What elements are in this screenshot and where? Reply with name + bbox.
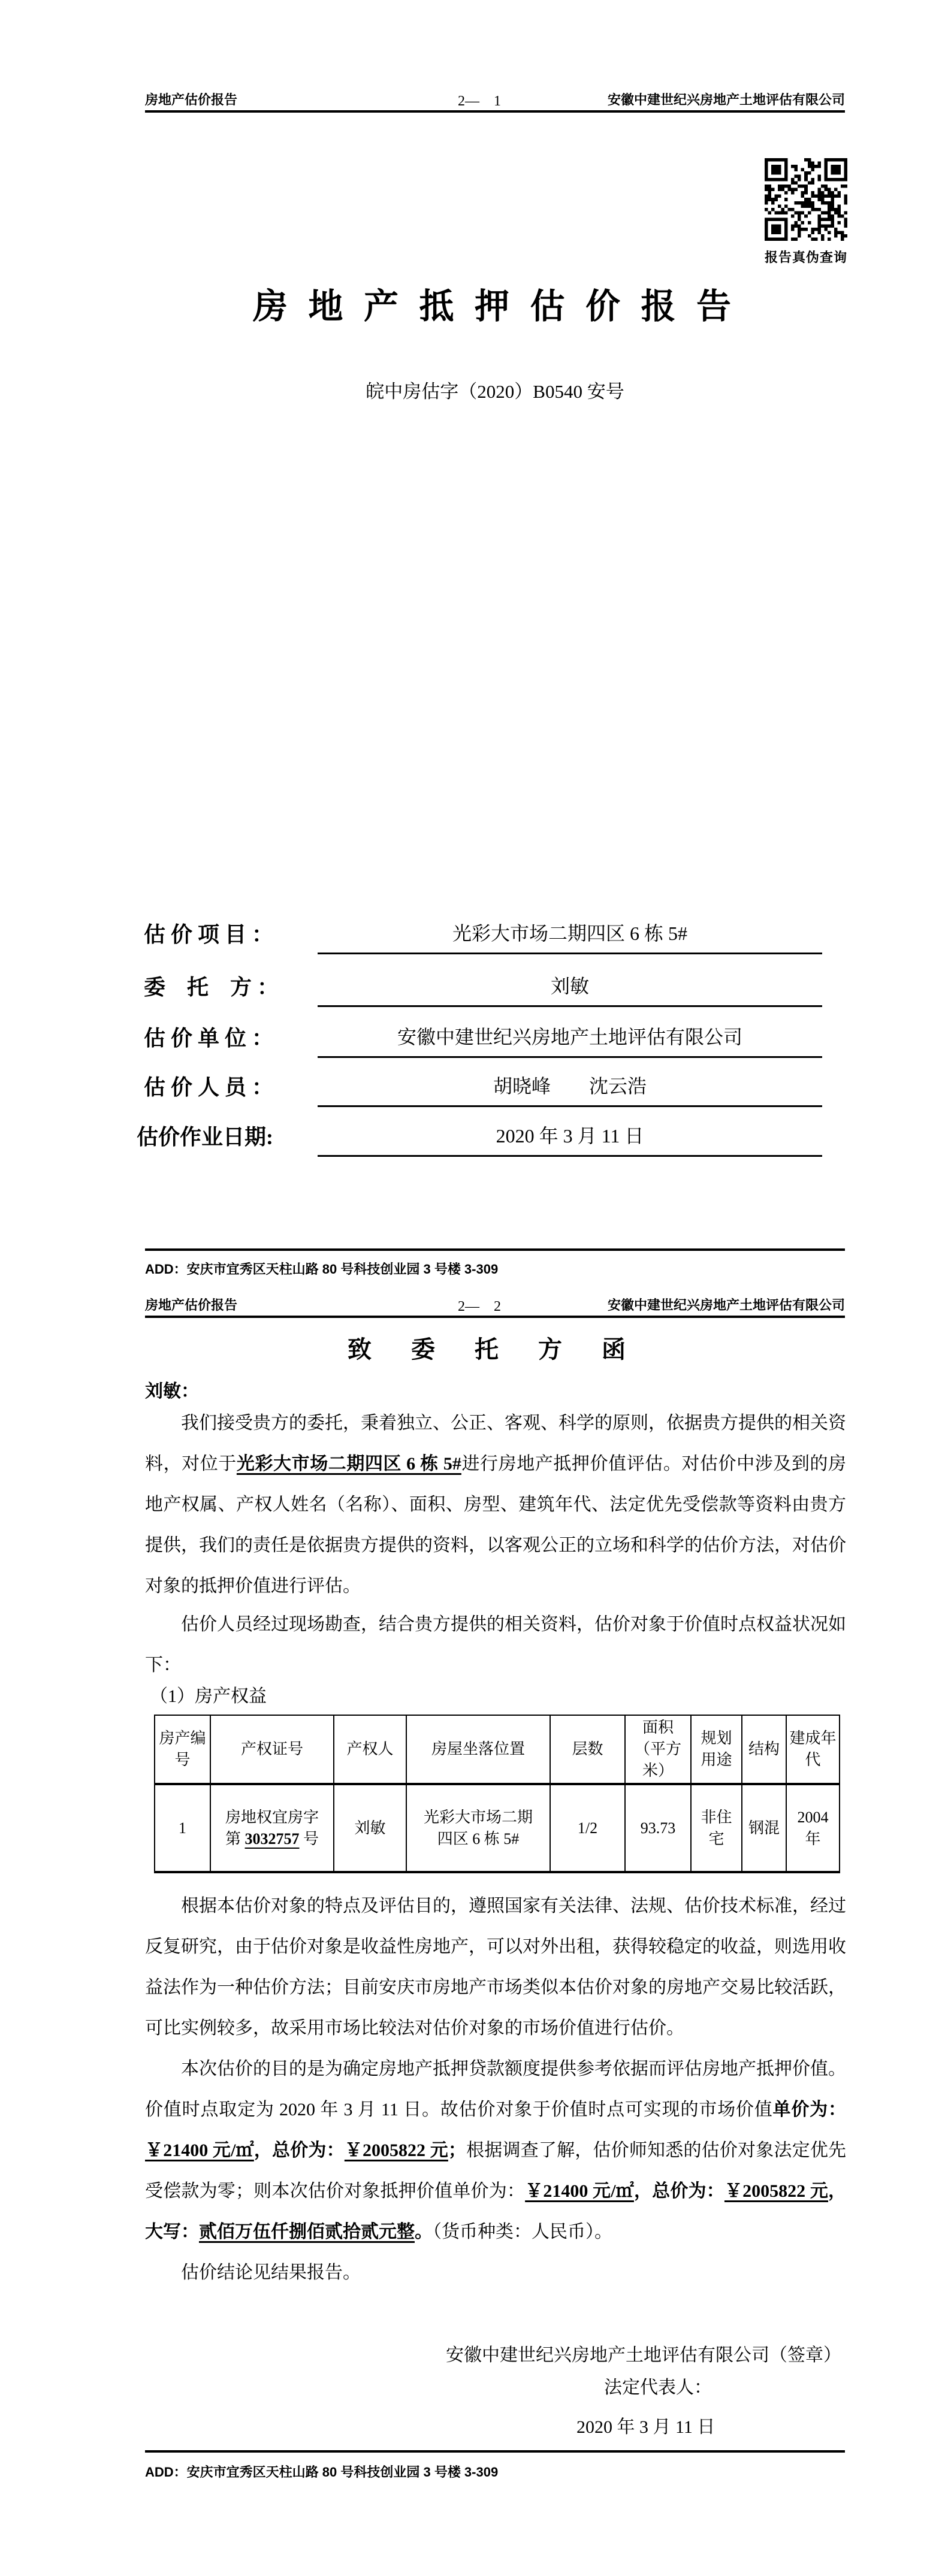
document-title: 房 地 产 抵 押 估 价 报 告 [252, 287, 737, 326]
letter-paragraph-2: 估价人员经过现场勘查，结合贵方提供的相关资料，估价对象于价值时点权益状况如下： [145, 1614, 846, 1675]
cert-suffix: 号 [299, 1830, 319, 1848]
table-row [155, 1784, 840, 1872]
document-number: 皖中房估字（2020）B0540 安号 [366, 381, 624, 402]
col-header-area: 面积（平方米） [625, 1715, 691, 1784]
field-value-project: 光彩大市场二期四区 6 栋 5# [318, 915, 822, 954]
property-table-wrapper [154, 1715, 840, 1873]
signature-date: 2020 年 3 月 11 日 [576, 2417, 715, 2437]
page1-footer-address: ADD：安庆市宜秀区天柱山路 80 号科技创业园 3 号楼 3-309 [145, 1262, 499, 1277]
field-label-project: 估 价 项 目 ： [144, 923, 274, 947]
cell-area: 93.73 [625, 1784, 691, 1872]
cert-line2 [213, 1828, 331, 1850]
location-line1: 光彩大市场二期 [423, 1808, 533, 1826]
col-header-owner: 产权人 [334, 1715, 406, 1784]
col-header-property-no: 房产编号 [155, 1715, 210, 1784]
col-header-location: 房屋坐落位置 [406, 1715, 550, 1784]
cert-number: 3032757 [244, 1830, 300, 1848]
letter-salutation: 刘敏： [145, 1381, 199, 1401]
cell-year: 2004 年 [786, 1784, 840, 1872]
page1-header-page-number: 2— 1 [458, 93, 501, 109]
page2-header-page-number: 2— 2 [458, 1299, 501, 1314]
cell-property-no: 1 [155, 1784, 210, 1872]
letter-paragraph-5: 估价结论见结果报告。 [181, 2263, 361, 2282]
cell-use: 非住宅 [691, 1784, 742, 1872]
page2-footer-address: ADD：安庆市宜秀区天柱山路 80 号科技创业园 3 号楼 3-309 [145, 2465, 499, 2480]
page2-footer-rule [145, 2450, 845, 2453]
page2-header-right: 安徽中建世纪兴房地产土地评估有限公司 [607, 1298, 845, 1313]
cell-structure: 钢混 [742, 1784, 786, 1872]
qr-caption: 报告真伪查询 [765, 250, 848, 265]
property-rights-table [154, 1715, 840, 1873]
page2-header-left: 房地产估价报告 [145, 1298, 238, 1313]
page1-footer-rule [145, 1248, 845, 1251]
col-header-floors: 层数 [550, 1715, 625, 1784]
field-label-agency: 估 价 单 位 ： [144, 1026, 274, 1050]
letter-paragraph-4: 本次估价的目的是为确定房地产抵押贷款额度提供参考依据而评估房地产抵押价值。价值时点取定为 2020 年 3 月 11 日。故估价对象于价值时点可实现的市场价值单价为：￥21400 元/㎡，总价为：￥2005822 元；根据调查了解，估价师知悉的估价对象法定优先受偿款为零；则本次估价对象抵押价值单价为：￥21400 元/㎡，总价为：￥2005822 元，大写：贰佰万伍仟捌佰贰拾贰元整。（货币种类：人民币）。 [145, 2059, 847, 2242]
qr-code-verification-icon [765, 158, 847, 241]
field-value-date: 2020 年 3 月 11 日 [318, 1118, 822, 1157]
col-header-structure: 结构 [742, 1715, 786, 1784]
field-label-appraisers: 估 价 人 员 ： [144, 1075, 274, 1099]
col-header-year-built: 建成年代 [786, 1715, 840, 1784]
field-value-agency: 安徽中建世纪兴房地产土地评估有限公司 [318, 1019, 822, 1058]
letter-title: 致 委 托 方 函 [348, 1336, 642, 1363]
page1-header-rule [145, 110, 845, 113]
cert-line1: 房地权宜房字 [225, 1808, 319, 1826]
qr-block [765, 158, 847, 266]
field-value-appraisers: 胡晓峰 沈云浩 [318, 1068, 822, 1107]
col-header-cert-no: 产权证号 [210, 1715, 334, 1784]
signature-company: 安徽中建世纪兴房地产土地评估有限公司（签章） [446, 2345, 841, 2365]
signature-legal-representative: 法定代表人： [604, 2378, 712, 2397]
section-label-property-rights: （1）房产权益 [150, 1686, 267, 1706]
location-line2: 四区 6 栋 5# [437, 1830, 520, 1848]
cell-owner: 刘敏 [334, 1784, 406, 1872]
table-header-row [155, 1715, 840, 1784]
col-header-planned-use: 规划用途 [691, 1715, 742, 1784]
field-label-client: 委 托 方 ： [144, 975, 279, 999]
page2-header-rule [145, 1316, 845, 1318]
page1-header-left: 房地产估价报告 [145, 92, 238, 107]
cell-cert-no [210, 1784, 334, 1872]
cert-prefix: 第 [225, 1830, 245, 1848]
page1-header-right: 安徽中建世纪兴房地产土地评估有限公司 [607, 92, 845, 107]
letter-paragraph-3: 根据本估价对象的特点及评估目的，遵照国家有关法律、法规、估价技术标准，经过反复研究，由于估价对象是收益性房地产，可以对外出租，获得较稳定的收益，则选用收益法作为一种估价方法；目前安庆市房地产市场类似本估价对象的房地产交易比较活跃，可比实例较多，故采用市场比较法对估价对象的市场价值进行估价。 [145, 1896, 846, 2038]
letter-paragraph-1: 我们接受贵方的委托，秉着独立、公正、客观、科学的原则，依据贵方提供的相关资料，对位于光彩大市场二期四区 6 栋 5#进行房地产抵押价值评估。对估价中涉及到的房地产权属、产权人姓名（名称）、面积、房型、建筑年代、法定优先受偿款等资料由贵方提供，我们的责任是依据贵方提供的资料，以客观公正的立场和科学的估价方法，对估价对象的抵押价值进行评估。 [145, 1413, 847, 1596]
cell-floors: 1/2 [550, 1784, 625, 1872]
cell-location [406, 1784, 550, 1872]
field-value-client: 刘敏 [318, 968, 822, 1007]
field-label-date: 估价作业日期: [137, 1125, 273, 1149]
